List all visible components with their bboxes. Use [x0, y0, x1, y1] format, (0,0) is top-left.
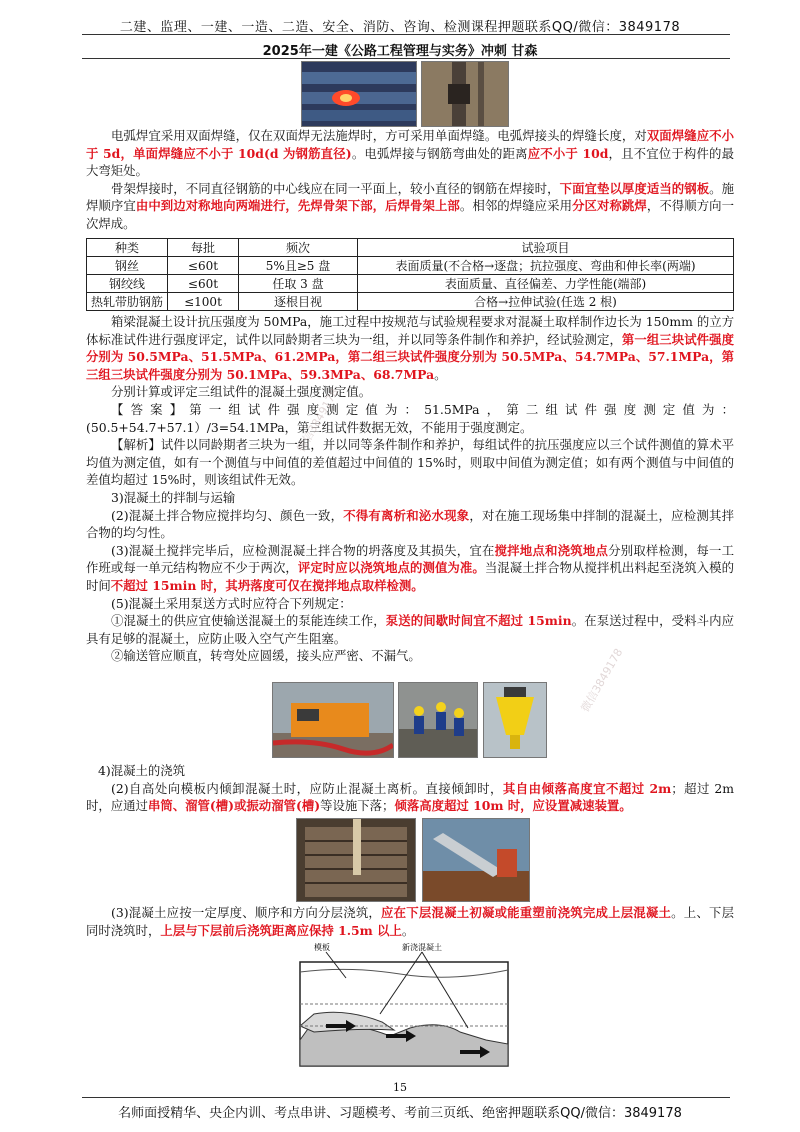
- question-paragraph: 分别计算或评定三组试件的混凝土强度测定值。: [111, 384, 372, 400]
- pouring-paragraph-2: (2)自高处向模板内倾卸混凝土时，应防止混凝土离析。直接倾卸时，其自由倾落高度宜不超过 2m；超过 2m 时，应通过串筒、溜管(槽)或振动溜管(槽)等设施下落；倾落高度超过 10m 时，应设置减速装置。: [86, 780, 734, 814]
- layered-pouring-section: [86, 904, 734, 939]
- table-header-cell: 种类: [87, 239, 168, 257]
- pumping-heading: (5)混凝土采用泵送方式时应符合下列规定：: [111, 595, 352, 611]
- table-cell: 钢丝: [87, 257, 168, 275]
- mixing-heading: 3)混凝土的拌制与运输: [111, 489, 236, 505]
- diagram-label-new-concrete: 新浇混凝土: [402, 943, 442, 952]
- page-title: 2025年一建《公路工程管理与实务》冲刺 甘森: [262, 44, 538, 59]
- table-cell: ≤60t: [168, 275, 239, 293]
- table-header-row: [87, 239, 734, 257]
- pumping-rule-2: ②输送管应顺直，转弯处应圆缓，接头应严密、不漏气。: [111, 648, 421, 664]
- watermark: 微信3849178: [578, 646, 626, 715]
- table-row: [87, 257, 734, 275]
- concrete-section: [86, 313, 734, 665]
- layered-pouring-diagram: [290, 940, 516, 1072]
- table-row: [87, 275, 734, 293]
- table-cell: 逐根目视: [239, 293, 358, 311]
- header-contact: 二建、监理、一建、一造、二造、安全、消防、咨询、检测课程押题联系QQ/微信：3849178: [119, 20, 681, 35]
- analysis-paragraph: 【解析】试件以同龄期者三块为一组，并以同等条件制作和养护，每组试件的抗压强度应以三个试件测值的算术平均值为测定值，如有一个测值与中间值的差值超过中间值的 15%时，则取中间值为测定值；如有两个测值与中间值的差值均超过 15%时，则该组试件无效。: [86, 437, 734, 488]
- footer-contact: 名师面授精华、央企内训、考点串讲、习题模考、考前三页纸、绝密押题联系QQ/微信：3849178: [118, 1106, 682, 1121]
- coupler-rebar-photo: [421, 61, 509, 127]
- table-cell: 热轧带肋钢筋: [87, 293, 168, 311]
- welding-paragraph-1: 电弧焊宜采用双面焊缝，仅在双面焊无法施焊时，方可采用单面焊缝。电弧焊接头的焊缝长度，对双面焊缝应不小于 5d，单面焊缝应不小于 10d(d 为钢筋直径)。电弧焊接与钢筋弯曲处的距离应不小于 10d，且不宜位于构件的最大弯矩处。: [86, 128, 735, 179]
- table-cell: 合格→拉伸试验(任选 2 根): [358, 293, 734, 311]
- footer-divider: [82, 1097, 730, 1098]
- pump-truck-photo: [272, 682, 394, 758]
- table-header-cell: 频次: [239, 239, 358, 257]
- concrete-hopper-photo: [483, 682, 547, 758]
- title-divider: [82, 58, 730, 59]
- header-divider: [82, 34, 730, 35]
- table-header-cell: 每批: [168, 239, 239, 257]
- table-cell: ≤60t: [168, 257, 239, 275]
- pouring-heading: 4)混凝土的浇筑: [98, 763, 186, 778]
- page-number: 15: [393, 1081, 407, 1094]
- table-cell: ≤100t: [168, 293, 239, 311]
- mixing-paragraph-2: (2)混凝土拌合物应搅拌均匀、颜色一致，不得有离析和泌水现象，对在施工现场集中拌制的混凝土，应检测其拌合物的均匀性。: [86, 507, 734, 541]
- table-cell: 5%且≥5 盘: [239, 257, 358, 275]
- steel-inspection-table: [86, 238, 734, 311]
- welding-paragraph-2: 骨架焊接时，不同直径钢筋的中心线应在同一平面上，较小直径的钢筋在焊接时，下面宜垫以厚度适当的钢板。施焊顺序宜由中到边对称地向两端进行，先焊骨架下部，后焊骨架上部。相邻的焊缝应采用分区对称跳焊，不得顺方向一次焊成。: [86, 180, 735, 231]
- diagram-label-formwork: 模板: [314, 943, 330, 952]
- answer-paragraph: 【答案】第一组试件强度测定值为：51.5MPa，第二组试件强度测定值为：(50.5+54.7+57.1）/3=54.1MPa，第三组试件数据无效，不能用于强度测定。: [86, 401, 734, 435]
- workers-pouring-photo: [398, 682, 478, 758]
- welding-rebar-photo: [301, 61, 417, 127]
- pumping-rule-1: ①混凝土的供应宜使输送混凝土的泵能连续工作，泵送的间歇时间宜不超过 15min。在泵送过程中，受料斗内应具有足够的混凝土，应防止吸入空气产生阻塞。: [86, 613, 735, 646]
- case-paragraph: 箱梁混凝土设计抗压强度为 50MPa，施工过程中按规范与试验规程要求对混凝土取样制作边长为 150mm 的立方体标准试件进行强度评定，试件以同龄期者三块为一组，并以同等条件制作和养护，经试验测定，第一组三块试件强度分别为 50.5MPa、51.5MPa、61.2MPa，第二组三块试件强度分别为 50.5MPa、54.7MPa、57.1MPa，第三组三块试件强度分别为 50.1MPa、59.3MPa、68.7MPa。: [86, 314, 735, 382]
- pouring-paragraph-3: (3)混凝土应按一定厚度、顺序和方向分层浇筑，应在下层混凝土初凝或能重塑前浇筑完成上层混凝土。上、下层同时浇筑时，上层与下层前后浇筑距离应保持 1.5m 以上。: [86, 905, 734, 938]
- table-cell: 表面质量(不合格→逐盘；抗拉强度、弯曲和伸长率(两端): [358, 257, 734, 275]
- table-cell: 钢绞线: [87, 275, 168, 293]
- formwork-chute-photo: [296, 818, 416, 902]
- steel-chute-photo: [422, 818, 530, 902]
- pouring-section: [86, 762, 734, 815]
- table-header-cell: 试验项目: [358, 239, 734, 257]
- mixing-paragraph-3: (3)混凝土搅拌完毕后，应检测混凝土拌合物的坍落度及其损失，宜在搅拌地点和浇筑地点分别取样检测，每一工作班或每一单元结构物应不少于两次，评定时应以浇筑地点的测值为准。当混凝土拌合物从搅拌机出料起至浇筑入模的时间不超过 15min 时，其坍落度可仅在搅拌地点取样检测。: [86, 542, 735, 593]
- table-cell: 任取 3 盘: [239, 275, 358, 293]
- table-cell: 表面质量、直径偏差、力学性能(端部): [358, 275, 734, 293]
- welding-section: [86, 127, 734, 233]
- watermark: 微信3849178: [294, 386, 342, 455]
- table-row: [87, 293, 734, 311]
